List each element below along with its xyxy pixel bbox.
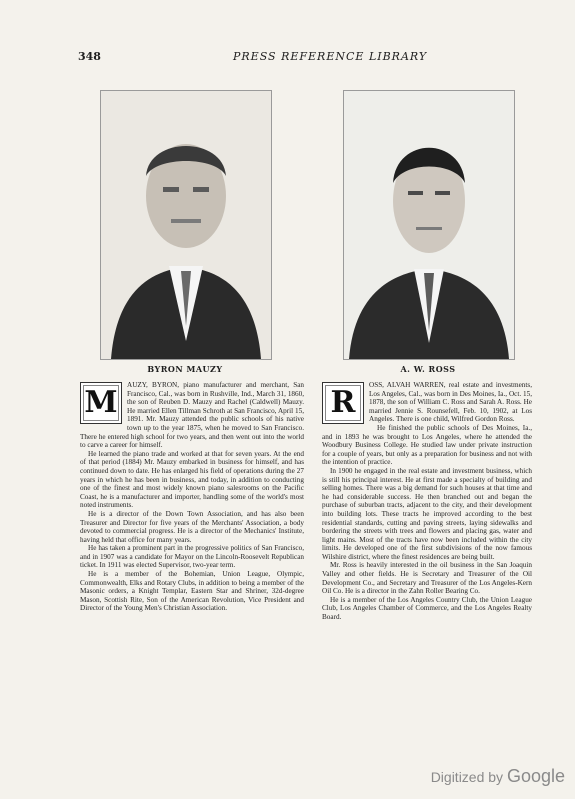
page-header (78, 50, 527, 66)
google-watermark (431, 766, 565, 787)
paragraph: He has taken a prominent part in the progressive politics of San Francisco, and in 1907 was a candidate for Mayor on the Lincoln-Roosevelt Republican ticket. In 1911 was elected Supervisor, two-year term. (80, 544, 304, 570)
watermark-brand: Google (506, 766, 565, 786)
page-number: 348 (78, 50, 101, 63)
dropcap-letter: R (330, 384, 356, 420)
dropcap-r (322, 382, 364, 424)
paragraph: He learned the piano trade and worked at that for seven years. At the end of that period (1884) Mr. Mauzy embarked in business for himself, and has continued down to date. He has enlarged his field of operations during the 27 years in which he has been in business, and today, in addition to conducting one of the finest and most widely known piano salesrooms on the Pacific Coast, he is a manufacturer and importer, handling some of the world's most noted instruments. (80, 449, 304, 510)
caption-byron-mauzy: BYRON MAUZY (147, 364, 223, 374)
paragraph: In 1900 he engaged in the real estate and investment business, which is still his principal interest. He at first made a specialty of building and selling homes. There was a big demand for such houses at that time and he had considerable success. He then branched out and began the purchase of suburban tracts, adjacent to the city, and their development into building lots. These tracts he improved according to the best residential standards, cutting and paving streets, laying sidewalks and bordering the streets with trees and flowers and placing gas, water and light mains. Most of the tracts have now been included within the city limits. He developed one of the first subdivisions of the now famous Wilshire district, where the finest residences are being built. (322, 466, 532, 561)
paragraph: He finished the public schools of Des Moines, Ia., and in 1893 he was brought to Los Angeles, where he attended the Woodbury Business College. He studied law under private instruction for a couple of years, but only as a preparation for business and not with the intention of practice. (322, 423, 532, 467)
paragraph: He is a director of the Down Town Association, and has also been Treasurer and Director for five years of the Merchants' Association, a body devoted to commercial progress. He is a director of the Mechanics' Institute, having held that office for many years. (80, 509, 304, 544)
caption-a-w-ross: A. W. ROSS (400, 364, 456, 374)
portrait-photo-mauzy (100, 90, 272, 360)
portrait-photo-ross (343, 90, 515, 360)
paragraph: He is a member of the Los Angeles Country Club, the Union League Club, Los Angeles Chamber of Commerce, and the Los Angeles Realty Board. (322, 595, 532, 622)
paragraph: Mr. Ross is heavily interested in the oil business in the San Joaquin Valley and other fields. He is Secretary and Treasurer of the Oil Development Co., and Secretary and Treasurer of the Los Angeles-Kern Oil Co. He is a director in the Zahn Roller Bearing Co. (322, 561, 532, 596)
biography-mauzy (80, 381, 304, 613)
watermark-prefix: Digitized by (430, 769, 504, 785)
dropcap-m (80, 382, 122, 424)
biography-ross (322, 381, 532, 622)
paragraph: AUZY, BYRON, piano manufacturer and merchant, San Francisco, Cal., was born in Rushville, Ind., March 31, 1860, the son of Reuben D. Mauzy and Rachel (Caldwell) Mauzy. He married Ellen Tillman Schroth at San Francisco, April 15, 1891. Mr. Mauzy attended the public schools of his native town up to the year 1875, when he moved to San Francisco. There he entered high school for two years, and then went out into the world to carve a career for himself. (80, 381, 304, 450)
paragraph: OSS, ALVAH WARREN, real estate and investments, Los Angeles, Cal., was born in Des Moines, Ia., Oct. 15, 1878, the son of William C. Ross and Sarah A. Ross. He married Jennie S. Rounsefell, Feb. 10, 1902, at Los Angeles. There is one child, Wilfred Gordon Ross. (369, 381, 532, 424)
paragraph: He is a member of the Bohemian, Union League, Olympic, Commonwealth, Elks and Rotary Clubs, in addition to being a member of the Masonic orders, a Knight Templar, Eastern Star and Shriner, 32d-degree Mason, Scottish Rite, Son of the American Revolution, Vice President and Director of the Young Men's Christian Association. (80, 570, 304, 613)
dropcap-letter: M (84, 384, 118, 420)
running-title: PRESS REFERENCE LIBRARY (233, 50, 428, 63)
